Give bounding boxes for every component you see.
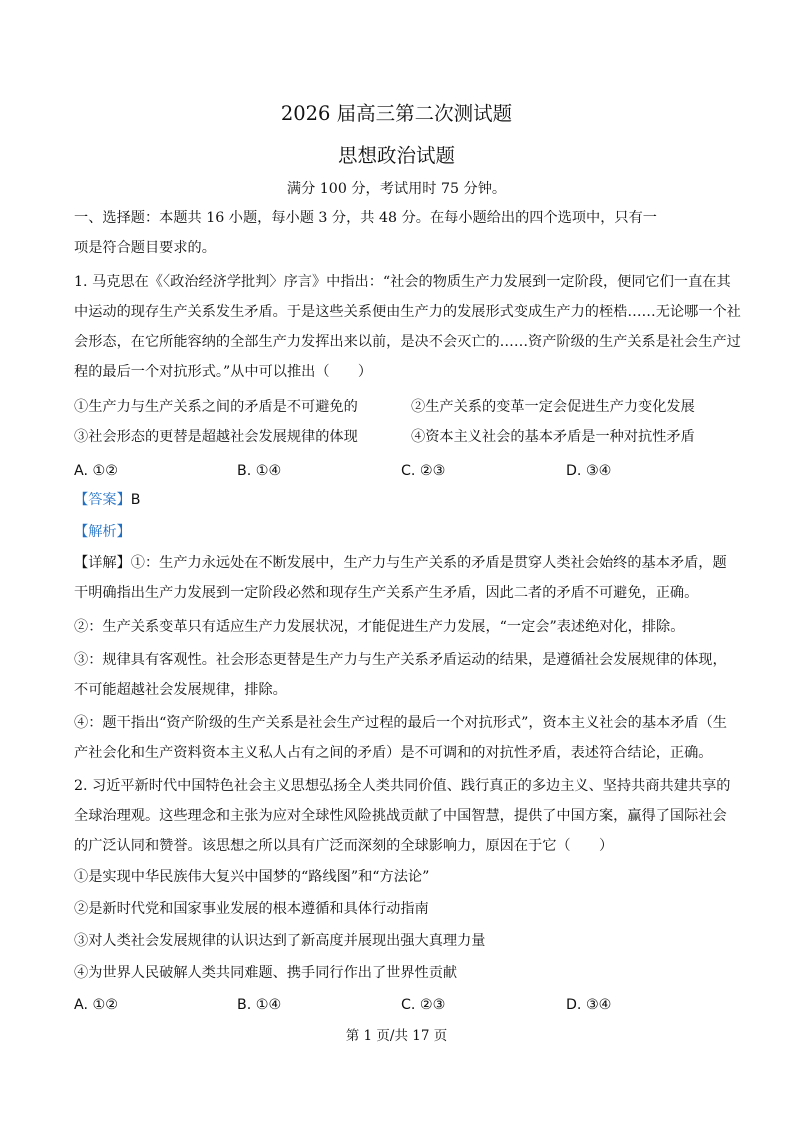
section-heading-line-1: 一、选择题：本题共 16 小题，每小题 3 分，共 48 分。在每小题给出的四个选项中，只有一 xyxy=(74,210,657,226)
q1-detail-line-5: 不可能超越社会发展规律，排除。 xyxy=(74,682,287,698)
q2-statement-4: ④为世界人民破解人类共同难题、携手同行作出了世界性贡献 xyxy=(74,965,458,981)
page-number: 第 1 页/共 17 页 xyxy=(345,1028,448,1044)
q1-detail-line-6: ④：题干指出“资产阶级的生产关系是社会生产过程的最后一个对抗形式”，资本主义社会的基本矛盾（生 xyxy=(74,715,727,731)
answer-value: B xyxy=(130,492,141,508)
q2-stem-line-1: 2. 习近平新时代中国特色社会主义思想弘扬全人类共同价值、践行真正的多边主义、坚持共商共建共享的 xyxy=(74,778,731,794)
q1-stem-line-2: 中运动的现存生产关系发生矛盾。于是这些关系便由生产力的发展形式变成生产力的桎梏……无论哪一个社 xyxy=(74,304,741,320)
q1-stem-line-4: 程的最后一个对抗形式。”从中可以推出（ ） xyxy=(74,364,373,380)
subject-title: 思想政治试题 xyxy=(337,144,455,167)
analysis-tag: 【解析】 xyxy=(74,524,131,540)
q2-stem-line-2: 全球治理观。这些理念和主张为应对全球性风险挑战贡献了中国智慧，提供了中国方案，赢得了国际社会 xyxy=(74,808,727,824)
exam-info: 满分 100 分，考试用时 75 分钟。 xyxy=(286,181,507,197)
q2-option-d: D. ③④ xyxy=(566,997,612,1013)
q1-stem-line-3: 会形态，在它所能容纳的全部生产力发挥出来以前，是决不会灭亡的……资产阶级的生产关系是社会生产过 xyxy=(74,334,741,350)
q2-option-c: C. ②③ xyxy=(401,997,446,1013)
q1-detail-line-3: ②：生产关系变革只有适应生产力发展状况，才能促进生产力发展，“一定会”表述绝对化，排除。 xyxy=(74,619,685,635)
q1-option-d: D. ③④ xyxy=(566,463,612,479)
exam-title: 2026 届高三第二次测试题 xyxy=(280,102,513,125)
section-heading-line-2: 项是符合题目要求的。 xyxy=(74,240,216,256)
q1-detail-line-7: 产社会化和生产资料资本主义私人占有之间的矛盾）是不可调和的对抗性矛盾，表述符合结论，正确。 xyxy=(74,745,713,761)
detail-text-1: ①：生产力永远处在不断发展中，生产力与生产关系的矛盾是贯穿人类社会始终的基本矛盾，题 xyxy=(130,555,727,571)
q1-stem-line-1: 1. 马克思在《〈政治经济学批判〉序言》中指出：“社会的物质生产力发展到一定阶段，便同它们一直在其 xyxy=(74,274,731,290)
detail-tag: 【详解】 xyxy=(74,555,131,571)
q2-statement-1: ①是实现中华民族伟大复兴中国梦的“路线图”和“方法论” xyxy=(74,869,430,885)
answer-tag: 【答案】 xyxy=(74,492,131,508)
q1-detail-line-2: 干明确指出生产力发展到一定阶段必然和现存生产关系产生矛盾，因此二者的矛盾不可避免，正确。 xyxy=(74,585,699,601)
q1-detail-line-4: ③：规律具有客观性。社会形态更替是生产力与生产关系矛盾运动的结果，是遵循社会发展规律的体现， xyxy=(74,652,727,668)
q1-option-b: B. ①④ xyxy=(237,463,282,479)
q1-answer xyxy=(74,490,141,510)
q2-option-b: B. ①④ xyxy=(237,997,282,1013)
q1-detail-line-1 xyxy=(74,553,727,573)
q1-option-c: C. ②③ xyxy=(401,463,446,479)
q1-option-a: A. ①② xyxy=(74,463,118,479)
q2-stem-line-3: 的广泛认同和赞誉。该思想之所以具有广泛而深刻的全球影响力，原因在于它（ ） xyxy=(74,838,614,854)
q1-statement-4: ④资本主义社会的基本矛盾是一种对抗性矛盾 xyxy=(411,429,695,445)
q2-statement-2: ②是新时代党和国家事业发展的根本遵循和具体行动指南 xyxy=(74,901,429,917)
q1-statement-3: ③社会形态的更替是超越社会发展规律的体现 xyxy=(74,429,358,445)
q2-statement-3: ③对人类社会发展规律的认识达到了新高度并展现出强大真理力量 xyxy=(74,933,486,949)
q2-option-a: A. ①② xyxy=(74,997,118,1013)
q1-statement-1: ①生产力与生产关系之间的矛盾是不可避免的 xyxy=(74,399,358,415)
q1-statement-2: ②生产关系的变革一定会促进生产力变化发展 xyxy=(411,399,695,415)
